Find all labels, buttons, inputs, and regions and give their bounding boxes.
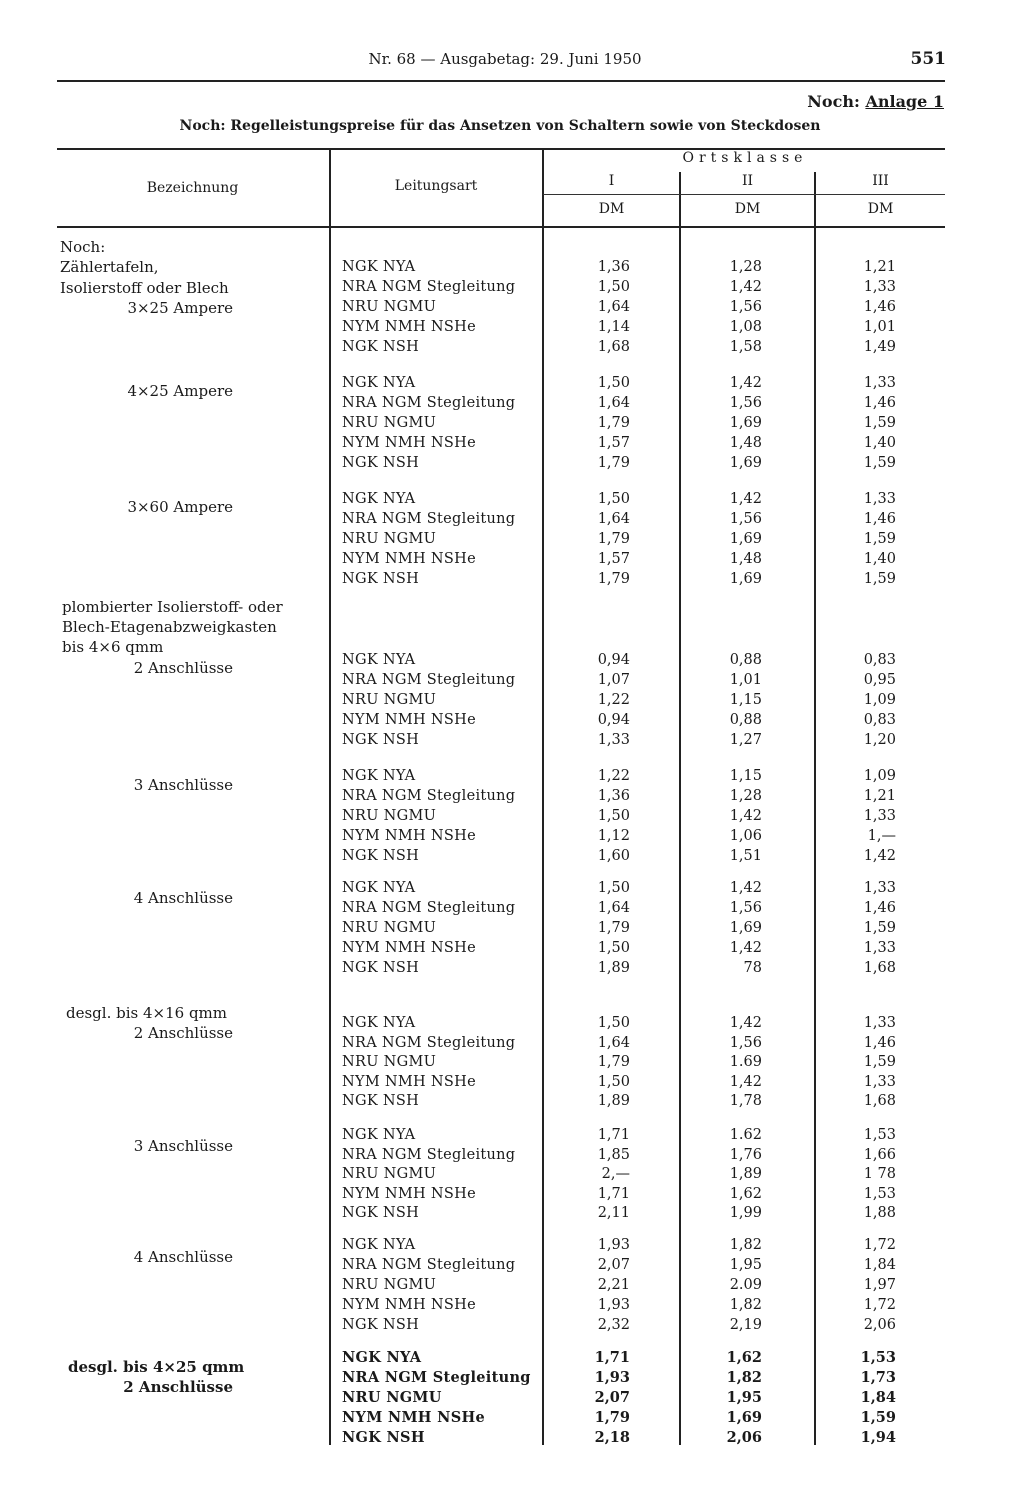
price-cell-class-3: 0,95 [863,672,896,688]
price-cell-class-2: 1,95 [726,1389,762,1406]
price-cell-class-2: 1,01 [729,672,762,688]
bezeichnung-label: Blech-Etagenabzweigkasten [62,618,277,636]
price-cell-class-1: 1,89 [597,1093,630,1109]
leitungsart-cell: NGK NYA [342,1349,422,1366]
header-rule [57,80,945,82]
anlage-label: Anlage 1 [865,92,944,111]
price-cell-class-2: 0,88 [729,712,762,728]
table-row [0,1429,1024,1449]
price-cell-class-2: 1,78 [729,1093,762,1109]
bezeichnung-label: Noch: [60,238,106,256]
table-row [0,1237,1024,1257]
leitungsart-cell: NGK NYA [342,375,416,391]
table-row [0,1389,1024,1409]
table-row [0,848,1024,868]
price-cell-class-1: 1,79 [597,455,630,471]
price-cell-class-1: 1,36 [597,259,630,275]
price-cell-class-1: 1,79 [597,415,630,431]
price-cell-class-2: 1,06 [729,828,762,844]
price-cell-class-2: 1,82 [726,1369,762,1386]
table-row [0,1277,1024,1297]
leitungsart-cell: NRU NGMU [342,415,437,431]
table-header-rule [57,226,945,228]
table-title: Noch: Regelleistungspreise für das Ansetzen von Schaltern sowie von Steckdosen [179,118,821,134]
price-cell-class-1: 1,50 [597,808,630,824]
price-cell-class-2: 1,56 [729,900,762,916]
price-cell-class-2: 1,42 [729,1015,762,1031]
price-cell-class-3: 1,— [867,828,896,844]
price-cell-class-3: 1,33 [863,808,896,824]
bezeichnung-label: Zählertafeln, [60,258,159,276]
bezeichnung-label: desgl. bis 4×16 qmm [66,1004,227,1022]
price-cell-class-2: 1,56 [729,1034,762,1051]
price-cell-class-3: 1,21 [863,788,896,804]
table-row [0,1074,1024,1094]
leitungsart-cell: NYM NMH NSHe [342,551,476,567]
price-cell-class-2: 1,69 [729,415,762,431]
price-cell-class-2: 2,06 [726,1429,762,1446]
leitungsart-cell: NGK NYA [342,880,416,896]
table-row [0,435,1024,455]
leitungsart-cell: NYM NMH NSHe [342,828,476,844]
header-class-2: II [741,173,754,189]
leitungsart-cell: NGK NSH [342,455,420,471]
price-cell-class-2: 1,62 [729,1185,762,1202]
price-cell-class-1: 1,71 [594,1349,630,1366]
page-number: 551 [910,49,946,69]
price-cell-class-1: 2,21 [597,1277,630,1293]
price-cell-class-1: 1,33 [597,732,630,748]
leitungsart-cell: NRA NGM Stegleitung [342,672,516,688]
price-cell-class-2: 1,58 [729,339,762,355]
table-row [0,828,1024,848]
table-row [0,1186,1024,1206]
table-row [0,491,1024,511]
price-cell-class-1: 1,12 [597,828,630,844]
price-cell-class-1: 1,22 [597,692,630,708]
price-cell-class-3: 1,46 [863,299,896,315]
table-row [0,1257,1024,1277]
price-cell-class-1: 2,18 [594,1429,630,1446]
price-cell-class-3: 1,59 [863,415,896,431]
header-ortsklasse: Ortsklasse [682,150,808,166]
price-cell-class-1: 1,14 [597,319,630,335]
header-bezeichnung: Bezeichnung [146,180,239,196]
leitungsart-cell: NGK NYA [342,491,416,507]
price-cell-class-3: 0,83 [863,652,896,668]
price-cell-class-3: 1,97 [863,1277,896,1293]
table-row [0,319,1024,339]
price-cell-class-3: 1,40 [863,551,896,567]
price-cell-class-1: 1,22 [597,768,630,784]
leitungsart-cell: NRU NGMU [342,1054,437,1070]
price-cell-class-1: 2,11 [597,1205,630,1221]
leitungsart-cell: NGK NSH [342,960,420,976]
leitungsart-cell: NRU NGMU [342,1389,442,1406]
leitungsart-cell: NYM NMH NSHe [342,712,476,728]
price-cell-class-1: 1,68 [597,339,630,355]
price-cell-class-2: 1,08 [729,319,762,335]
leitungsart-cell: NRA NGM Stegleitung [342,900,516,916]
table-row [0,279,1024,299]
table-row [0,808,1024,828]
price-cell-class-2: 1,15 [729,768,762,784]
price-cell-class-3: 1,94 [860,1429,896,1446]
table-row [0,1054,1024,1074]
price-cell-class-1: 1,50 [597,375,630,391]
price-cell-class-2: 1,48 [729,551,762,567]
price-cell-class-1: 1,93 [597,1297,630,1313]
subheader-rule [543,194,945,195]
price-cell-class-1: 1,64 [597,299,630,315]
price-cell-class-1: 1,79 [597,571,630,587]
leitungsart-cell: NRA NGM Stegleitung [342,1257,516,1273]
header-leitungsart: Leitungsart [394,178,478,194]
price-cell-class-1: 1,79 [597,1054,630,1070]
header-class-1: I [608,173,615,189]
header-unit-2: DM [734,201,761,217]
price-cell-class-2: 2,19 [729,1317,762,1333]
price-cell-class-2: 1,42 [729,940,762,956]
table-row [0,1369,1024,1389]
price-cell-class-2: 1,28 [729,788,762,804]
price-cell-class-2: 78 [743,960,762,976]
price-cell-class-1: 1,50 [597,279,630,295]
price-cell-class-3: 1,84 [860,1389,896,1406]
table-row [0,692,1024,712]
price-cell-class-1: 1,50 [597,1015,630,1031]
table-row [0,339,1024,359]
table-row [0,1147,1024,1167]
price-cell-class-3: 1 78 [863,1166,896,1182]
price-cell-class-2: 1,69 [729,455,762,471]
price-cell-class-3: 1,33 [863,940,896,956]
price-cell-class-1: 2,07 [597,1257,630,1273]
price-cell-class-3: 0,83 [863,712,896,728]
price-cell-class-2: 1,42 [729,491,762,507]
leitungsart-cell: NRA NGM Stegleitung [342,511,516,527]
price-cell-class-1: 1,79 [594,1409,630,1426]
price-cell-class-2: 1,42 [729,375,762,391]
price-cell-class-3: 1,53 [863,1185,896,1202]
price-cell-class-3: 1,33 [863,375,896,391]
price-cell-class-3: 1,53 [860,1349,896,1366]
price-cell-class-3: 1,59 [863,920,896,936]
table-row [0,788,1024,808]
leitungsart-cell: NYM NMH NSHe [342,435,476,451]
leitungsart-cell: NYM NMH NSHe [342,319,476,335]
leitungsart-cell: NGK NSH [342,732,420,748]
bezeichnung-label: 4×25 Ampere [127,382,233,400]
price-cell-class-1: 1,93 [594,1369,630,1386]
table-row [0,880,1024,900]
table-row [0,1349,1024,1369]
price-cell-class-2: 1,82 [729,1237,762,1253]
price-cell-class-2: 2.09 [729,1277,762,1293]
price-cell-class-2: 1,76 [729,1146,762,1163]
price-cell-class-2: 0,88 [729,652,762,668]
price-cell-class-1: 1,79 [597,920,630,936]
price-cell-class-1: 2,07 [594,1389,630,1406]
bezeichnung-label: 3×25 Ampere [127,299,233,317]
table-row [0,551,1024,571]
price-cell-class-2: 1,42 [729,808,762,824]
price-cell-class-1: 1,79 [597,531,630,547]
price-cell-class-3: 1,68 [863,960,896,976]
header-unit-1: DM [598,201,625,217]
price-cell-class-1: 0,94 [597,652,630,668]
leitungsart-cell: NRA NGM Stegleitung [342,1369,531,1386]
leitungsart-cell: NGK NYA [342,1127,416,1143]
price-cell-class-3: 1,88 [863,1205,896,1221]
price-cell-class-2: 1,27 [729,732,762,748]
table-row [0,1297,1024,1317]
price-cell-class-1: 1,71 [597,1127,630,1143]
leitungsart-cell: NGK NSH [342,1093,420,1109]
leitungsart-cell: NGK NSH [342,1205,420,1221]
price-cell-class-2: 1,48 [729,435,762,451]
price-cell-class-2: 1,42 [729,279,762,295]
bezeichnung-label: Isolierstoff oder Blech [60,279,229,297]
price-cell-class-2: 1,69 [729,531,762,547]
price-cell-class-3: 1,59 [860,1409,896,1426]
price-cell-class-3: 1,20 [863,732,896,748]
leitungsart-cell: NGK NYA [342,259,416,275]
price-cell-class-3: 1,09 [863,692,896,708]
price-cell-class-3: 1,53 [863,1127,896,1143]
price-cell-class-1: 1,50 [597,880,630,896]
price-cell-class-2: 1,56 [729,299,762,315]
price-cell-class-2: 1,51 [729,848,762,864]
price-cell-class-3: 1,72 [863,1297,896,1313]
table-row [0,531,1024,551]
table-row [0,712,1024,732]
bezeichnung-label: plombierter Isolierstoff- oder [62,598,283,616]
price-cell-class-1: 1,64 [597,900,630,916]
table-row [0,1035,1024,1055]
leitungsart-cell: NYM NMH NSHe [342,940,476,956]
price-cell-class-3: 1,66 [863,1146,896,1163]
table-row [0,960,1024,980]
table-row [0,571,1024,591]
bezeichnung-label: 3 Anschlüsse [133,776,233,794]
price-cell-class-3: 1,59 [863,571,896,587]
leitungsart-cell: NRU NGMU [342,1166,437,1182]
table-row [0,900,1024,920]
price-cell-class-2: 1,42 [729,880,762,896]
price-cell-class-3: 1,46 [863,395,896,411]
price-cell-class-1: 2,— [601,1166,630,1182]
table-row [0,259,1024,279]
header-unit-3: DM [867,201,894,217]
leitungsart-cell: NGK NYA [342,652,416,668]
table-row [0,375,1024,395]
price-cell-class-1: 1,64 [597,395,630,411]
table-row [0,511,1024,531]
price-cell-class-3: 1,59 [863,455,896,471]
table-row [0,1093,1024,1113]
leitungsart-cell: NRU NGMU [342,299,437,315]
price-cell-class-1: 1,50 [597,1073,630,1090]
price-cell-class-3: 1,46 [863,511,896,527]
price-cell-class-3: 1,68 [863,1093,896,1109]
price-cell-class-2: 1,69 [726,1409,762,1426]
leitungsart-cell: NGK NYA [342,768,416,784]
leitungsart-cell: NYM NMH NSHe [342,1073,476,1090]
price-cell-class-2: 1,99 [729,1205,762,1221]
price-cell-class-3: 1,59 [863,531,896,547]
table-row [0,1317,1024,1337]
leitungsart-cell: NRA NGM Stegleitung [342,395,516,411]
bezeichnung-label: 3×60 Ampere [127,498,233,516]
price-cell-class-2: 1.62 [729,1127,762,1143]
bezeichnung-label: desgl. bis 4×25 qmm [68,1358,245,1376]
price-cell-class-3: 1,49 [863,339,896,355]
price-cell-class-3: 2,06 [863,1317,896,1333]
price-cell-class-2: 1,89 [729,1166,762,1182]
price-cell-class-2: 1,62 [726,1349,762,1366]
price-cell-class-1: 1,36 [597,788,630,804]
leitungsart-cell: NRU NGMU [342,808,437,824]
price-cell-class-1: 1,93 [597,1237,630,1253]
bezeichnung-label: 2 Anschlüsse [133,1024,233,1042]
price-cell-class-3: 1,46 [863,900,896,916]
leitungsart-cell: NRU NGMU [342,1277,437,1293]
price-cell-class-3: 1,33 [863,880,896,896]
header-class-3: III [872,173,889,189]
price-cell-class-3: 1,42 [863,848,896,864]
table-row [0,455,1024,475]
price-cell-class-2: 1,56 [729,511,762,527]
table-row [0,940,1024,960]
price-cell-class-2: 1,69 [729,571,762,587]
price-cell-class-1: 1,85 [597,1146,630,1163]
price-cell-class-1: 0,94 [597,712,630,728]
price-cell-class-3: 1,46 [863,1034,896,1051]
leitungsart-cell: NRA NGM Stegleitung [342,788,516,804]
price-cell-class-1: 1,50 [597,940,630,956]
price-cell-class-1: 1,07 [597,672,630,688]
price-cell-class-3: 1,84 [863,1257,896,1273]
leitungsart-cell: NRU NGMU [342,531,437,547]
price-cell-class-1: 1,64 [597,511,630,527]
leitungsart-cell: NYM NMH NSHe [342,1409,486,1426]
leitungsart-cell: NYM NMH NSHe [342,1297,476,1313]
price-cell-class-3: 1,01 [863,319,896,335]
bezeichnung-label: 3 Anschlüsse [133,1137,233,1155]
bezeichnung-label: 4 Anschlüsse [133,1248,233,1266]
bezeichnung-label: bis 4×6 qmm [62,638,164,656]
leitungsart-cell: NRA NGM Stegleitung [342,279,516,295]
price-cell-class-2: 1,82 [729,1297,762,1313]
price-cell-class-1: 1,71 [597,1185,630,1202]
price-cell-class-2: 1,15 [729,692,762,708]
table-row [0,1015,1024,1035]
price-cell-class-1: 1,57 [597,435,630,451]
price-cell-class-1: 2,32 [597,1317,630,1333]
table-row [0,732,1024,752]
leitungsart-cell: NRU NGMU [342,920,437,936]
bezeichnung-label: 2 Anschlüsse [123,1378,233,1396]
price-cell-class-3: 1,72 [863,1237,896,1253]
table-row [0,415,1024,435]
leitungsart-cell: NGK NSH [342,571,420,587]
table-row [0,920,1024,940]
price-cell-class-3: 1,73 [860,1369,896,1386]
leitungsart-cell: NRU NGMU [342,692,437,708]
leitungsart-cell: NGK NSH [342,848,420,864]
table-row [0,768,1024,788]
leitungsart-cell: NGK NSH [342,1317,420,1333]
table-row [0,1127,1024,1147]
price-cell-class-2: 1.69 [729,1054,762,1070]
leitungsart-cell: NGK NSH [342,1429,425,1446]
table-row [0,652,1024,672]
leitungsart-cell: NRA NGM Stegleitung [342,1034,516,1051]
price-cell-class-1: 1,57 [597,551,630,567]
issue-header: Nr. 68 — Ausgabetag: 29. Juni 1950 [368,50,642,68]
price-cell-class-3: 1,33 [863,279,896,295]
table-row [0,299,1024,319]
price-cell-class-3: 1,59 [863,1054,896,1070]
price-cell-class-3: 1,33 [863,1073,896,1090]
anlage-prefix: Noch: [807,92,860,111]
table-row [0,395,1024,415]
leitungsart-cell: NGK NYA [342,1237,416,1253]
price-cell-class-3: 1,33 [863,1015,896,1031]
leitungsart-cell: NGK NSH [342,339,420,355]
price-cell-class-2: 1,95 [729,1257,762,1273]
price-cell-class-2: 1,28 [729,259,762,275]
anlage-reference [807,92,944,111]
price-cell-class-3: 1,33 [863,491,896,507]
price-cell-class-3: 1,21 [863,259,896,275]
bezeichnung-label: 4 Anschlüsse [133,889,233,907]
price-cell-class-1: 1,60 [597,848,630,864]
table-row [0,1409,1024,1429]
leitungsart-cell: NRA NGM Stegleitung [342,1146,516,1163]
price-cell-class-2: 1,56 [729,395,762,411]
bezeichnung-label: 2 Anschlüsse [133,659,233,677]
price-cell-class-1: 1,89 [597,960,630,976]
price-cell-class-3: 1,09 [863,768,896,784]
price-cell-class-2: 1,42 [729,1073,762,1090]
price-cell-class-1: 1,50 [597,491,630,507]
table-row [0,672,1024,692]
table-row [0,1205,1024,1225]
table-row [0,1166,1024,1186]
price-cell-class-1: 1,64 [597,1034,630,1051]
price-cell-class-3: 1,40 [863,435,896,451]
price-cell-class-2: 1,69 [729,920,762,936]
leitungsart-cell: NGK NYA [342,1015,416,1031]
leitungsart-cell: NYM NMH NSHe [342,1185,476,1202]
